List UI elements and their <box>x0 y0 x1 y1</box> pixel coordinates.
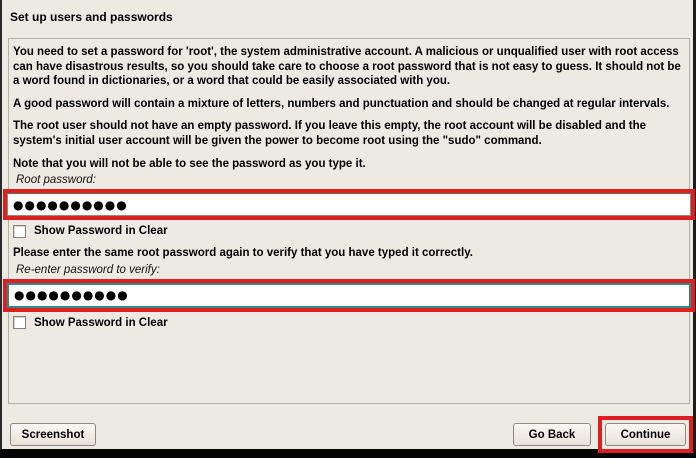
show-password-label-root: Show Password in Clear <box>34 225 168 238</box>
page-title: Set up users and passwords <box>10 10 173 24</box>
instruction-paragraph-empty-password: The root user should not have an empty password. If you leave this empty, the root account will be disabled and the system's initial user account will be given the power to become root using the "sudo" command. <box>13 120 647 147</box>
show-password-row-verify[interactable] <box>13 316 685 330</box>
show-password-label-verify: Show Password in Clear <box>34 316 168 329</box>
continue-button[interactable]: Continue <box>605 423 686 446</box>
screen-border-bottom <box>0 449 696 458</box>
root-password-input[interactable] <box>7 193 691 216</box>
show-password-checkbox-root[interactable] <box>13 225 26 238</box>
instruction-note-hidden-typing: Note that you will not be able to see the password as you type it. <box>13 157 366 170</box>
screen-border-left <box>0 0 2 458</box>
verify-intro-text: Please enter the same root password again to verify that you have typed it correctly. <box>13 247 473 260</box>
show-password-row-root[interactable] <box>13 224 685 238</box>
show-password-checkbox-verify[interactable] <box>13 316 26 329</box>
instruction-paragraph-root-warning: You need to set a password for 'root', the system administrative account. A malicious or unqualified user with root access can have disastrous results, so you should take care to choose a root password that is not easy to guess. It should not be a word found in dictionaries, or a word that could be easily associated with you. <box>13 46 681 88</box>
go-back-button[interactable]: Go Back <box>513 423 591 446</box>
main-panel <box>8 38 690 404</box>
root-password-label: Root password: <box>16 174 96 187</box>
highlight-box-verify-password <box>3 279 695 312</box>
screenshot-button[interactable]: Screenshot <box>10 423 96 446</box>
verify-password-label: Re-enter password to verify: <box>16 263 160 276</box>
highlight-box-root-password <box>3 189 695 220</box>
instruction-paragraph-good-password: A good password will contain a mixture of letters, numbers and punctuation and should be changed at regular intervals. <box>13 97 670 110</box>
verify-password-input[interactable] <box>7 283 691 308</box>
